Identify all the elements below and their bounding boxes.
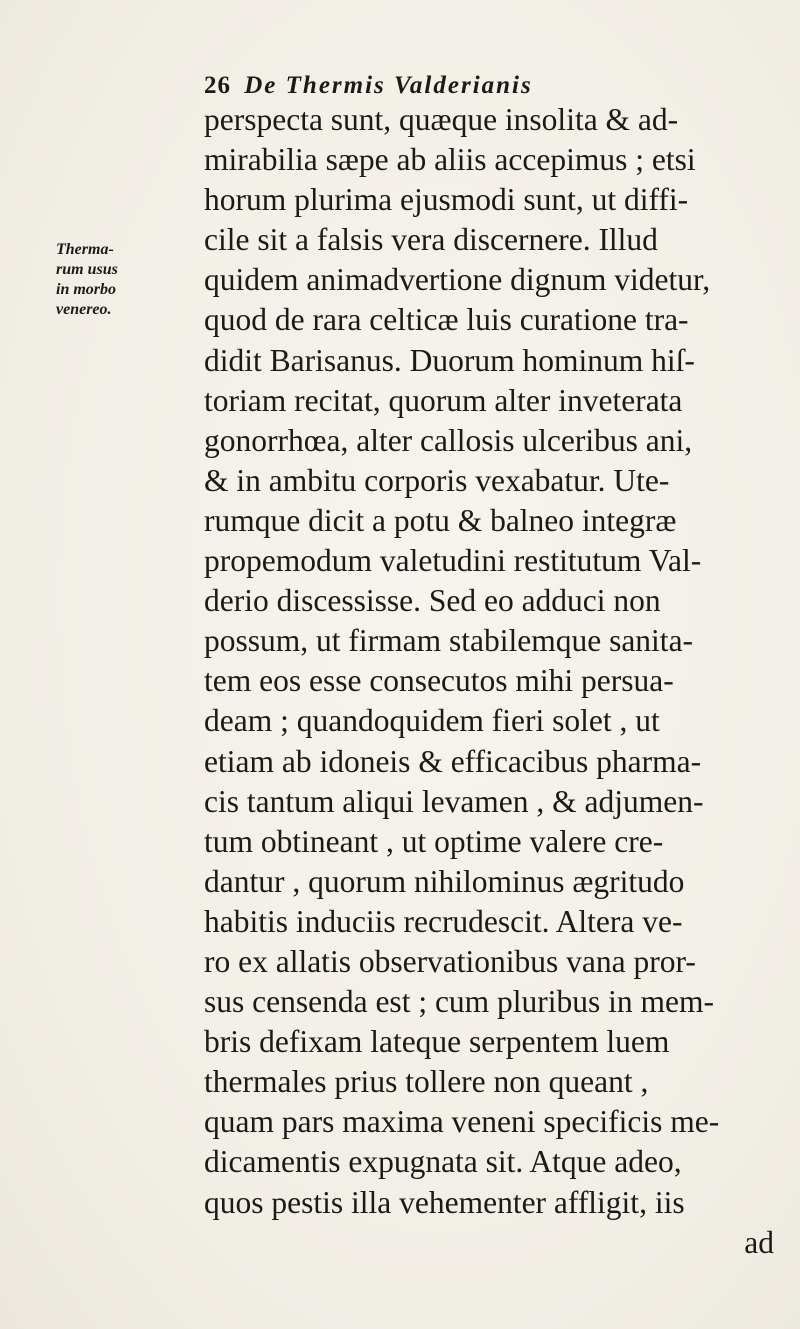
text-line: deam ; quandoquidem fieri solet , ut [204, 703, 660, 739]
text-line: quos pestis illa vehementer affligit, iis [204, 1184, 685, 1220]
text-line: toriam recitat, quorum alter inveterata [204, 382, 683, 418]
text-line: ro ex allatis observationibus vana pror- [204, 943, 696, 979]
text-line: possum, ut firmam stabilemque sanita- [204, 623, 694, 659]
text-line: bris defixam lateque serpentem luem [204, 1024, 670, 1060]
text-line: tum obtineant , ut optime valere cre- [204, 823, 664, 859]
text-line: perspecta sunt, quæque insolita & ad- [204, 102, 679, 137]
margin-note [56, 240, 176, 320]
text-line: quidem animadvertione dignum videtur, [204, 262, 711, 298]
text-line: thermales prius tollere non queant , [204, 1064, 649, 1100]
text-line: cile sit a falsis vera discernere. Illud [204, 222, 658, 258]
text-line: horum plurima ejusmodi sunt, ut diffi- [204, 182, 689, 218]
text-line: rumque dicit a potu & balneo integræ [204, 502, 677, 538]
text-line: tem eos esse consecutos mihi persua- [204, 663, 674, 699]
margin-note-line: rum usus [56, 261, 118, 278]
text-line: derio discessisse. Sed eo adduci non [204, 583, 661, 619]
text-line: quam pars maxima veneni specificis me- [204, 1104, 720, 1140]
running-header [204, 72, 774, 100]
text-line: mirabilia sæpe ab aliis accepimus ; etsi [204, 142, 696, 178]
text-line: habitis induciis recrudescit. Altera ve- [204, 903, 683, 939]
text-line: gonorrhœa, alter callosis ulceribus ani, [204, 422, 693, 458]
text-line: dantur , quorum nihilominus ægritudo [204, 863, 685, 899]
text-line: quod de rara celticæ luis curatione tra- [204, 302, 689, 338]
text-line: etiam ab idoneis & efficacibus pharma- [204, 743, 702, 779]
running-title: De Thermis Valderianis [244, 72, 533, 99]
text-line: didit Barisanus. Duorum hominum hiſ- [204, 342, 695, 378]
catchword: ad [744, 1224, 774, 1260]
margin-note-line: in morbo [56, 281, 117, 298]
margin-note-line: Therma- [56, 241, 114, 258]
text-line: propemodum valetudini restitutum Val- [204, 543, 702, 579]
margin-note-line: venereo. [56, 301, 112, 318]
text-line: & in ambitu corporis vexabatur. Ute- [204, 462, 670, 498]
body-text [204, 100, 784, 1263]
text-line: cis tantum aliqui levamen , & adjumen- [204, 783, 704, 819]
text-line: dicamentis expugnata sit. Atque adeo, [204, 1144, 682, 1180]
text-line: sus censenda est ; cum pluribus in mem- [204, 984, 715, 1020]
page-number: 26 [204, 72, 231, 99]
